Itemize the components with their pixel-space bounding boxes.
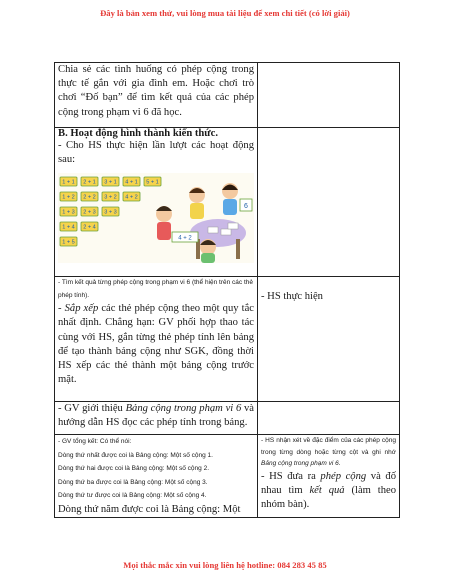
cell-activity xyxy=(55,435,258,518)
sum-card-label: 4 + 2 xyxy=(178,236,192,243)
quiz-mid: và đố nhau tìm xyxy=(261,470,396,496)
illustration-image xyxy=(58,173,254,263)
addition-card xyxy=(81,177,98,186)
sum-card xyxy=(172,232,198,242)
table-row xyxy=(55,128,400,277)
lesson-table xyxy=(54,62,400,518)
addition-card-label: 2 + 1 xyxy=(83,180,96,187)
board-number: 6 xyxy=(244,203,248,211)
addition-card xyxy=(102,192,119,201)
addition-card xyxy=(60,237,77,246)
section-intro: - Cho HS thực hiện lần lượt các hoạt động sau: xyxy=(58,140,254,166)
addition-card-label: 1 + 3 xyxy=(62,210,75,217)
quiz-italic-2: kết quả xyxy=(309,484,345,496)
cell-activity xyxy=(55,402,258,435)
observation-text: - HS nhận xét về đặc điểm của các phép cộng trong từng dòng hoặc từng cột và ghi nhớ xyxy=(261,437,396,456)
addition-card-label: 1 + 5 xyxy=(62,240,75,247)
addition-card-label: 4 + 1 xyxy=(125,180,138,187)
addition-card xyxy=(102,207,119,216)
arrange-paragraph xyxy=(58,302,254,387)
summary-line: - GV tổng kết: Có thể nói: xyxy=(58,438,132,445)
dash: - xyxy=(58,303,65,315)
summary-line: Dòng thứ hai được coi là Bảng cộng: Một số cộng 2. xyxy=(58,465,209,472)
cell-activity xyxy=(55,277,258,402)
addition-card xyxy=(60,222,77,231)
observation-italic: Bảng cộng trong phạm vi 6. xyxy=(261,460,341,467)
addition-card-label: 1 + 4 xyxy=(62,225,75,232)
addition-card-label: 3 + 1 xyxy=(104,180,117,187)
addition-card-label: 2 + 3 xyxy=(83,210,96,217)
preview-notice: Đây là bản xem thử, vui lòng mua tài liệu để xem chi tiết (có lời giải) xyxy=(100,8,350,18)
addition-card-label: 2 + 4 xyxy=(83,225,96,232)
addition-card xyxy=(144,177,161,186)
introduce-suffix: và hướng dẫn HS đọc các phép tính trong bảng. xyxy=(58,403,255,429)
addition-card xyxy=(123,192,140,201)
addition-card-label: 3 + 2 xyxy=(104,195,117,202)
number-board xyxy=(240,199,252,211)
introduce-prefix: - GV giới thiệu xyxy=(58,403,126,414)
hotline-notice: Mọi thắc mắc xin vui lòng liên hệ hotline: 084 283 45 85 xyxy=(123,560,327,570)
addition-card xyxy=(81,207,98,216)
addition-card xyxy=(81,192,98,201)
addition-card-label: 5 + 1 xyxy=(146,180,159,187)
addition-card-label: 3 + 3 xyxy=(104,210,117,217)
summary-line: Dòng thứ nhất được coi là Bảng cộng: Một số cộng 1. xyxy=(58,451,213,459)
summary-last-line: Dòng thứ năm được coi là Bảng cộng: Một xyxy=(58,503,241,515)
table-row xyxy=(55,63,400,128)
table-row xyxy=(55,277,400,402)
student-observation xyxy=(261,435,396,470)
task-note: - Tìm kết quả từng phép cộng trong phạm vi 6 (thể hiện trên các thẻ phép tính). xyxy=(58,279,254,299)
addition-card xyxy=(123,177,140,186)
table-row xyxy=(55,402,400,435)
summary-line: Dòng thứ tư được coi là Bảng cộng: Một số cộng 4. xyxy=(58,492,207,499)
quiz-italic-1: phép cộng xyxy=(320,470,367,482)
cell-activity xyxy=(55,63,258,128)
addition-card xyxy=(81,222,98,231)
cell-student xyxy=(258,128,400,277)
addition-card-label: 2 + 2 xyxy=(83,195,96,202)
introduce-paragraph xyxy=(58,402,254,430)
addition-card xyxy=(60,177,77,186)
addition-card-label: 4 + 2 xyxy=(125,195,138,202)
addition-card-label: 1 + 1 xyxy=(62,180,75,187)
table-row xyxy=(55,435,400,518)
cell-student xyxy=(258,435,400,518)
addition-card xyxy=(102,177,119,186)
section-heading: B. Hoạt động hình thành kiến thức. xyxy=(58,128,219,139)
arrange-text: các thẻ phép cộng theo một quy tắc nhất định. Chẳng hạn: GV phối hợp thao tác cùng với HS, gắn từng thẻ phép tính lên bảng để tạo thành bảng cộng như SGK, đồng thời HS xếp các thẻ thành một bảng cộng trước mặt. xyxy=(58,303,254,386)
intro-paragraph: Chia sẻ các tình huống có phép cộng trong thực tế gắn với gia đình em. Hoặc chơi trò chơi “Đố bạn” để tìm kết quả của các phép cộng trong phạm vi 6 đã học. xyxy=(58,64,254,118)
arrange-term: Sắp xếp xyxy=(64,303,99,315)
student-response: - HS thực hiện xyxy=(261,291,323,302)
cell-student xyxy=(258,63,400,128)
summary-line: Dòng thứ ba được coi là Bảng cộng: Một số cộng 3. xyxy=(58,478,208,486)
addition-card xyxy=(60,207,77,216)
cell-student xyxy=(258,277,400,402)
cell-student xyxy=(258,402,400,435)
child-figure xyxy=(200,239,216,263)
addition-card-label: 1 + 2 xyxy=(62,195,75,202)
introduce-table-name: Bảng cộng trong phạm vi 6 xyxy=(125,403,242,414)
student-quiz xyxy=(261,470,396,513)
summary-lines xyxy=(58,435,254,503)
classroom-illustration xyxy=(58,173,254,268)
quiz-suffix: (làm theo nhóm bàn). xyxy=(261,484,396,510)
cell-activity xyxy=(55,128,258,277)
addition-card xyxy=(60,192,77,201)
quiz-prefix: - HS đưa ra xyxy=(261,470,321,482)
child-figure xyxy=(156,206,172,240)
